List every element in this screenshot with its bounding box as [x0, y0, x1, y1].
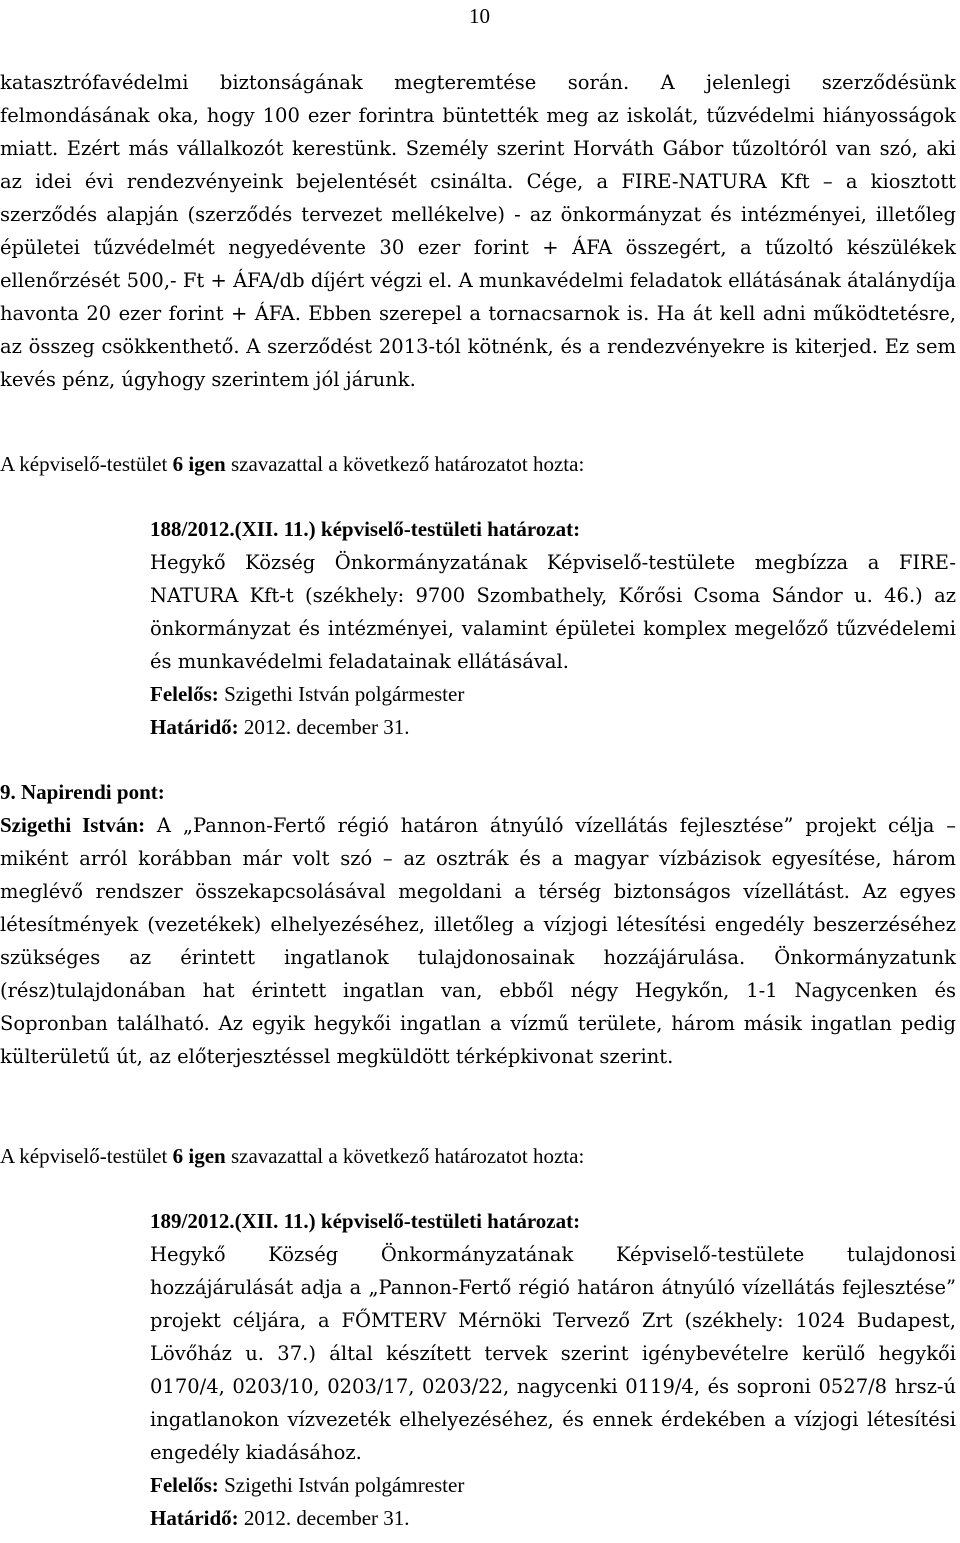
speaker-text: A „Pannon-Fertő régió határon átnyúló vízellátás fejlesztése” projekt célja – miként arról korábban már volt szó – az osztrák és a magyar vízbázisok egyesítése, három meglévő rendszer összekapcsolásával megoldani a térség biztonságos vízellátást. Az egyes létesítmények (vezetékek) elhelyezéséhez, illetőleg a vízjogi létesítési engedély beszerzéséhez szükséges az érintett ingatlanok tulajdonosainak hozzájárulása. Önkormányzatunk (rész)tulajdonában hat érintett ingatlan van, ebből négy Hegykőn, 1-1 Nagycenken és Sopronban található. Az egyik hegykői ingatlan a vízmű területe, három másik ingatlan pedig külterületű út, az előterjesztéssel megküldött térképkivonat szerint. [0, 814, 956, 1068]
deadline-label: Határidő: [150, 1506, 239, 1530]
deadline-value: 2012. december 31. [238, 1506, 410, 1530]
responsible-label: Felelős: [150, 682, 219, 706]
agenda-text [0, 809, 956, 1073]
resolution-title: 188/2012.(XII. 11.) képviselő-testületi határozat: [150, 517, 581, 541]
agenda-item-9 [0, 776, 956, 1073]
resolution-188 [150, 513, 956, 744]
vote-statement-1 [0, 448, 956, 481]
deadline-line [150, 1502, 956, 1535]
vote-count: 6 igen [172, 1144, 226, 1168]
resolution-body: Hegykő Község Önkormányzatának Képviselő-testülete tulajdonosi hozzájárulását adja a „Pannon-Fertő régió határon átnyúló vízellátás fejlesztése” projekt céljára, a FŐMTERV Mérnöki Tervező Zrt (székhely: 1024 Budapest, Lövőház u. 37.) által készített tervek szerint igénybevételre kerülő hegykői 0170/4, 0203/10, 0203/17, 0203/22, nagycenki 0119/4, és soproni 0527/8 hrsz-ú ingatlanokon vízvezeték elhelyezéséhez, és ennek érdekében a vízjogi létesítési engedély kiadásához. [150, 1243, 956, 1464]
responsible-value: Szigethi István polgámrester [218, 1473, 465, 1497]
resolution-189 [150, 1205, 956, 1535]
responsible-line [150, 678, 956, 711]
responsible-label: Felelős: [150, 1473, 219, 1497]
responsible-line [150, 1469, 956, 1502]
vote-count: 6 igen [172, 452, 226, 476]
vote-statement-2 [0, 1140, 956, 1173]
vote-suffix: szavazattal a következő határozatot hozta: [225, 452, 585, 476]
intro-paragraph: katasztrófavédelmi biztonságának megteremtése során. A jelenlegi szerződésünk felmondásának oka, hogy 100 ezer forintra büntették meg az iskolát, tűzvédelmi hiányosságok miatt. Ezért más vállalkozót kerestünk. Személy szerint Horváth Gábor tűzoltóról van szó, aki az idei évi rendezvényeink bejelentését csinálta. Cége, a FIRE-NATURA Kft – a kiosztott szerződés alapján (szerződés tervezet mellékelve) - az önkormányzat és intézményei, illetőleg épületei tűzvédelmét negyedévente 30 ezer forint + ÁFA összegért, a tűzoltó készülékek ellenőrzését 500,- Ft + ÁFA/db díjért végzi el. A munkavédelmi feladatok ellátásának átalánydíja havonta 20 ezer forint + ÁFA. Ebben szerepel a tornacsarnok is. Ha át kell adni működtetésre, az összeg csökkenthető. A szerződést 2013-tól kötnénk, és a rendezvényekre is kiterjed. Ez sem kevés pénz, úgyhogy szerintem jól járunk. [0, 71, 956, 391]
vote-prefix: A képviselő-testület [0, 452, 173, 476]
vote-prefix: A képviselő-testület [0, 1144, 173, 1168]
resolution-title: 189/2012.(XII. 11.) képviselő-testületi határozat: [150, 1209, 581, 1233]
agenda-title: 9. Napirendi pont: [0, 780, 165, 804]
speaker-name: Szigethi István: [0, 813, 146, 837]
deadline-line [150, 711, 956, 744]
resolution-body: Hegykő Község Önkormányzatának Képviselő-testülete megbízza a FIRE-NATURA Kft-t (székhely: 9700 Szombathely, Kőrősi Csoma Sándor u. 46.) az önkormányzat és intézményei, valamint épületei komplex megelőző tűzvédelemi és munkavédelmi feladatainak ellátásával. [150, 551, 956, 673]
responsible-value: Szigethi István polgármester [218, 682, 465, 706]
deadline-label: Határidő: [150, 715, 239, 739]
deadline-value: 2012. december 31. [238, 715, 410, 739]
page-number: 10 [469, 4, 490, 28]
vote-suffix: szavazattal a következő határozatot hozta: [225, 1144, 585, 1168]
